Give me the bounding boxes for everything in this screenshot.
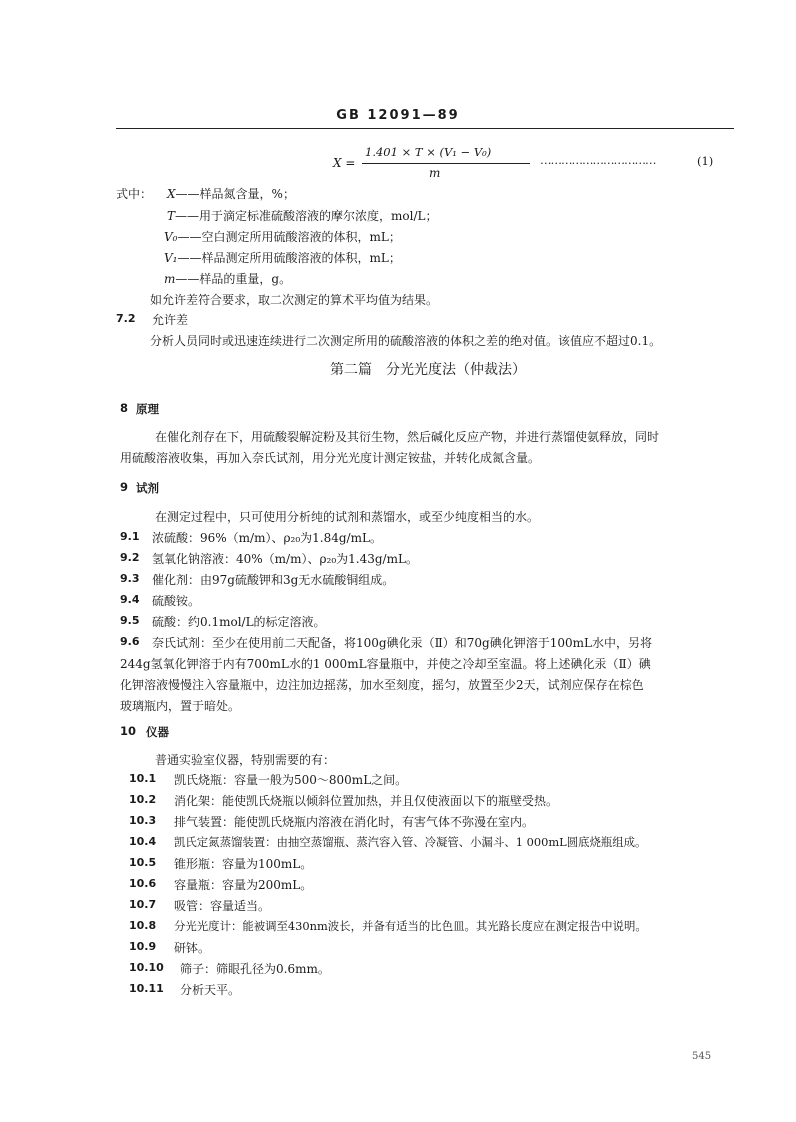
section-number: 8 — [120, 401, 129, 415]
where-symbol: V₀ — [164, 230, 178, 244]
where-intro: 式中： — [116, 187, 153, 201]
item-number: 10.11 — [129, 982, 164, 995]
section-title: 允许差 — [152, 313, 189, 327]
paragraph: 普通实验室仪器，特别需要的有： — [155, 753, 336, 767]
paragraph: 在测定过程中，只可使用分析纯的试剂和蒸馏水，或至少纯度相当的水。 — [155, 510, 540, 524]
where-symbol: V₁ — [164, 251, 178, 265]
item-text-continued: 玻璃瓶内，置于暗处。 — [120, 699, 241, 713]
item-number: 9.1 — [120, 530, 140, 543]
formula-denominator: m — [429, 166, 441, 180]
item-text: 消化架：能使凯氏烧瓶以倾斜位置加热，并且仅使液面以下的瓶壁受热。 — [174, 794, 559, 808]
formula-leader-dots: …………………………… — [540, 153, 656, 167]
paragraph: 在催化剂存在下，用硫酸裂解淀粉及其衍生物，然后碱化反应产物，并进行蒸馏使氨释放，同时 — [155, 430, 660, 444]
item-number: 9.6 — [120, 635, 140, 648]
standard-code-header: GB 12091—89 — [336, 108, 460, 123]
where-symbol: m — [164, 272, 176, 286]
where-text: ——空白测定所用硫酸溶液的体积，mL； — [177, 230, 401, 244]
item-text: 容量瓶：容量为200mL。 — [174, 878, 313, 892]
item-text-continued: 化钾溶液慢慢注入容量瓶中，边注加边摇荡，加水至刻度，摇匀，放置至少2天，试剂应保存在棕色 — [120, 678, 644, 692]
item-text: 奈氏试剂：至少在使用前二天配备，将100g碘化汞（Ⅱ）和70g碘化钾溶于100mL水中，另将 — [152, 636, 652, 650]
item-text: 研钵。 — [174, 941, 211, 955]
item-text: 筛子：筛眼孔径为0.6mm。 — [180, 962, 330, 976]
where-symbol: T — [167, 209, 176, 223]
paragraph: 分析人员同时或迅速连续进行二次测定所用的硫酸溶液的体积之差的绝对值。该值应不超过0.1。 — [150, 334, 662, 348]
formula-lhs: X = — [333, 156, 356, 170]
item-text: 锥形瓶：容量为100mL。 — [174, 857, 313, 871]
item-number: 9.4 — [120, 593, 140, 606]
item-text-continued: 244g氢氧化钾溶于内有700mL水的1 000mL容量瓶中，并使之冷却至室温。将上述碘化汞（Ⅱ）碘 — [120, 657, 651, 671]
item-text: 浓硫酸：96%（m/m）、ρ₂₀为1.84g/mL。 — [152, 531, 382, 545]
item-text: 分析天平。 — [180, 983, 241, 997]
averaging-note: 如允许差符合要求，取二次测定的算术平均值为结果。 — [150, 293, 439, 307]
item-text: 催化剂：由97g硫酸钾和3g无水硫酸铜组成。 — [152, 573, 395, 587]
where-text: ——样品测定所用硫酸溶液的体积，mL； — [177, 251, 401, 265]
item-text: 分光光度计：能被调至430nm波长，并备有适当的比色皿。其光路长度应在测定报告中说明。 — [174, 919, 647, 933]
item-number: 10.1 — [129, 772, 157, 785]
where-item — [167, 185, 295, 202]
item-number: 10.4 — [129, 835, 157, 848]
item-number: 9.2 — [120, 551, 140, 564]
paragraph: 用硫酸溶液收集，再加入奈氏试剂，用分光光度计测定铵盐，并转化成氮含量。 — [120, 451, 541, 465]
formula-numerator: 1.401 × T × (V₁ − V₀) — [365, 145, 492, 159]
item-text: 氢氧化钠溶液：40%（m/m）、ρ₂₀为1.43g/mL。 — [152, 552, 418, 566]
item-text: 吸管：容量适当。 — [174, 899, 271, 913]
where-text: ——样品氮含量，%； — [175, 187, 295, 201]
where-item — [164, 249, 401, 266]
item-number: 10.5 — [129, 856, 157, 869]
where-item — [164, 270, 291, 287]
where-text: ——用于滴定标准硫酸溶液的摩尔浓度，mol/L； — [175, 209, 438, 223]
fraction-bar — [362, 163, 530, 164]
item-text: 凯氏烧瓶：容量一般为500～800mL之间。 — [174, 773, 408, 787]
item-number: 10.7 — [129, 898, 157, 911]
section-number: 7.2 — [116, 312, 136, 325]
equation-number: (1) — [697, 154, 714, 168]
item-number: 10.6 — [129, 877, 157, 890]
item-number: 9.3 — [120, 572, 140, 585]
item-number: 10.9 — [129, 940, 157, 953]
item-number: 10.10 — [129, 961, 164, 974]
page-number: 545 — [692, 1051, 712, 1062]
where-symbol: X — [167, 187, 176, 201]
item-number: 9.5 — [120, 614, 140, 627]
item-number: 10.3 — [129, 814, 157, 827]
item-text: 硫酸：约0.1mol/L的标定溶液。 — [152, 615, 326, 629]
where-text: ——样品的重量，g。 — [175, 272, 292, 286]
section-title: 试剂 — [136, 481, 159, 495]
item-text: 硫酸铵。 — [152, 594, 201, 608]
where-item — [167, 207, 437, 224]
section-number: 10 — [120, 724, 137, 738]
part-title: 第二篇 分光光度法（仲裁法） — [330, 362, 526, 378]
item-number: 10.2 — [129, 793, 157, 806]
section-number: 9 — [120, 480, 129, 494]
where-item — [164, 228, 401, 245]
section-title: 仪器 — [146, 725, 169, 739]
item-text: 凯氏定氮蒸馏装置：由抽空蒸馏瓶、蒸汽容入管、冷凝管、小漏斗、1 000mL圆底烧瓶组成。 — [174, 835, 647, 849]
section-title: 原理 — [136, 402, 159, 416]
item-number: 10.8 — [129, 919, 157, 932]
item-text: 排气装置：能使凯氏烧瓶内溶液在消化时，有害气体不弥漫在室内。 — [174, 815, 535, 829]
header-rule — [116, 128, 734, 129]
